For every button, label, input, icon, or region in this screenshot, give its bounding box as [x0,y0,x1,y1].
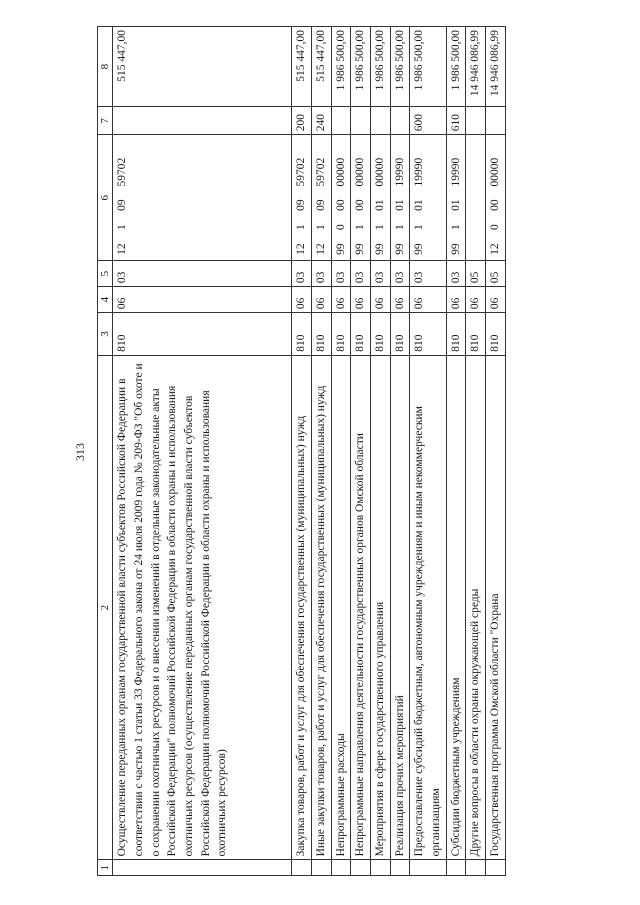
section-code: 06 [446,287,466,313]
row-index-cell [331,860,351,876]
subsection-code: 03 [446,261,466,287]
row-name: Субсидии бюджетным учреждениям [446,355,466,860]
table-row [113,27,292,876]
target-article-code: 9910100000 [370,135,390,261]
grbs-code: 810 [486,313,506,356]
amount: 515 447,00 [113,27,292,107]
subsection-code: 05 [466,261,486,287]
expense-type-code [351,107,371,135]
section-code: 06 [113,287,292,313]
grbs-code: 810 [292,313,312,356]
target-article-code: 1210959702 [292,135,312,261]
expense-type-code [370,107,390,135]
row-index-cell [370,860,390,876]
row-index-cell [113,860,292,876]
budget-table [97,26,506,876]
row-index-cell [351,860,371,876]
target-article-code: 9910119990 [410,135,446,261]
header-col-1: 1 [98,860,113,876]
amount: 14 946 086,99 [466,27,486,107]
row-index-cell [311,860,331,876]
row-index-cell [410,860,446,876]
section-code: 06 [331,287,351,313]
expense-type-code [486,107,506,135]
section-code: 06 [292,287,312,313]
row-name: Непрограммные расходы [331,355,351,860]
expense-type-code [331,107,351,135]
subsection-code: 03 [351,261,371,287]
row-index-cell [390,860,410,876]
target-article-code: 9900000000 [331,135,351,261]
expense-type-code: 200 [292,107,312,135]
expense-type-code [390,107,410,135]
row-name: Государственная программа Омской области "Охрана [486,355,506,860]
row-name: Непрограммные направления деятельности государственных органов Омской области [351,355,371,860]
row-name: Реализация прочих мероприятий [390,355,410,860]
amount: 1 986 500,00 [410,27,446,107]
grbs-code: 810 [113,313,292,356]
expense-type-code [113,107,292,135]
grbs-code: 810 [331,313,351,356]
header-col-2: 2 [98,355,113,860]
grbs-code: 810 [351,313,371,356]
subsection-code: 03 [292,261,312,287]
target-article-code: 9910000000 [351,135,371,261]
target-article-code: 9910119990 [390,135,410,261]
row-index-cell [292,860,312,876]
subsection-code: 03 [311,261,331,287]
header-col-5: 5 [98,261,113,287]
header-col-8: 8 [98,27,113,107]
row-index-cell [446,860,466,876]
header-col-7: 7 [98,107,113,135]
row-name: Предоставление субсидий бюджетным, автономным учреждениям и иным некоммерческим организациям [410,355,446,860]
header-col-3: 3 [98,313,113,356]
grbs-code: 810 [410,313,446,356]
amount: 515 447,00 [311,27,331,107]
section-code: 06 [351,287,371,313]
target-article-code [466,135,486,261]
table-row [466,27,486,876]
target-article-code: 1200000000 [486,135,506,261]
subsection-code: 03 [410,261,446,287]
table-row [370,27,390,876]
subsection-code: 03 [113,261,292,287]
row-name: Осуществление переданных органам государственной власти субъектов Российской Федерации в соответствии с частью 1 статьи 33 Федерального закона от 24 июля 2009 года № 209-ФЗ "Об охоте и о сохранении охотничьих ресурсов и о внесении изменений в отдельные законодательные акты Российской Федерации" полномочий Российской Федерации в области охраны и использования охотничьих ресурсов (осуществление переданных органам государственной власти субъектов Российской Федерации полномочий Российской Федерации в области охраны и использования охотничьих ресурсов) [113,355,292,860]
table-row [331,27,351,876]
subsection-code: 03 [331,261,351,287]
row-name: Другие вопросы в области охраны окружающей среды [466,355,486,860]
row-name: Иные закупки товаров, работ и услуг для обеспечения государственных (муниципальных) нужд [311,355,331,860]
table-row [292,27,312,876]
expense-type-code: 610 [446,107,466,135]
amount: 14 946 086,99 [486,27,506,107]
header-col-6: 6 [98,135,113,261]
amount: 515 447,00 [292,27,312,107]
scanned-page [55,12,585,892]
amount: 1 986 500,00 [351,27,371,107]
table-row [486,27,506,876]
subsection-code: 05 [486,261,506,287]
expense-type-code: 240 [311,107,331,135]
grbs-code: 810 [390,313,410,356]
header-col-4: 4 [98,287,113,313]
table-row [410,27,446,876]
table-row [446,27,466,876]
subsection-code: 03 [390,261,410,287]
target-article-code: 1210959702 [113,135,292,261]
page-number: 313 [73,443,87,461]
section-code: 06 [486,287,506,313]
amount: 1 986 500,00 [370,27,390,107]
section-code: 06 [390,287,410,313]
grbs-code: 810 [446,313,466,356]
subsection-code: 03 [370,261,390,287]
row-name: Мероприятия в сфере государственного управления [370,355,390,860]
target-article-code: 1210959702 [311,135,331,261]
expense-type-code [466,107,486,135]
grbs-code: 810 [466,313,486,356]
row-index-cell [486,860,506,876]
section-code: 06 [370,287,390,313]
table-row [390,27,410,876]
section-code: 06 [311,287,331,313]
section-code: 06 [410,287,446,313]
target-article-code: 9910119990 [446,135,466,261]
grbs-code: 810 [370,313,390,356]
amount: 1 986 500,00 [331,27,351,107]
amount: 1 986 500,00 [446,27,466,107]
grbs-code: 810 [311,313,331,356]
header-row [98,27,113,876]
amount: 1 986 500,00 [390,27,410,107]
table-row [311,27,331,876]
section-code: 06 [466,287,486,313]
row-name: Закупка товаров, работ и услуг для обеспечения государственных (муниципальных) нужд [292,355,312,860]
table-row [351,27,371,876]
row-index-cell [466,860,486,876]
expense-type-code: 600 [410,107,446,135]
